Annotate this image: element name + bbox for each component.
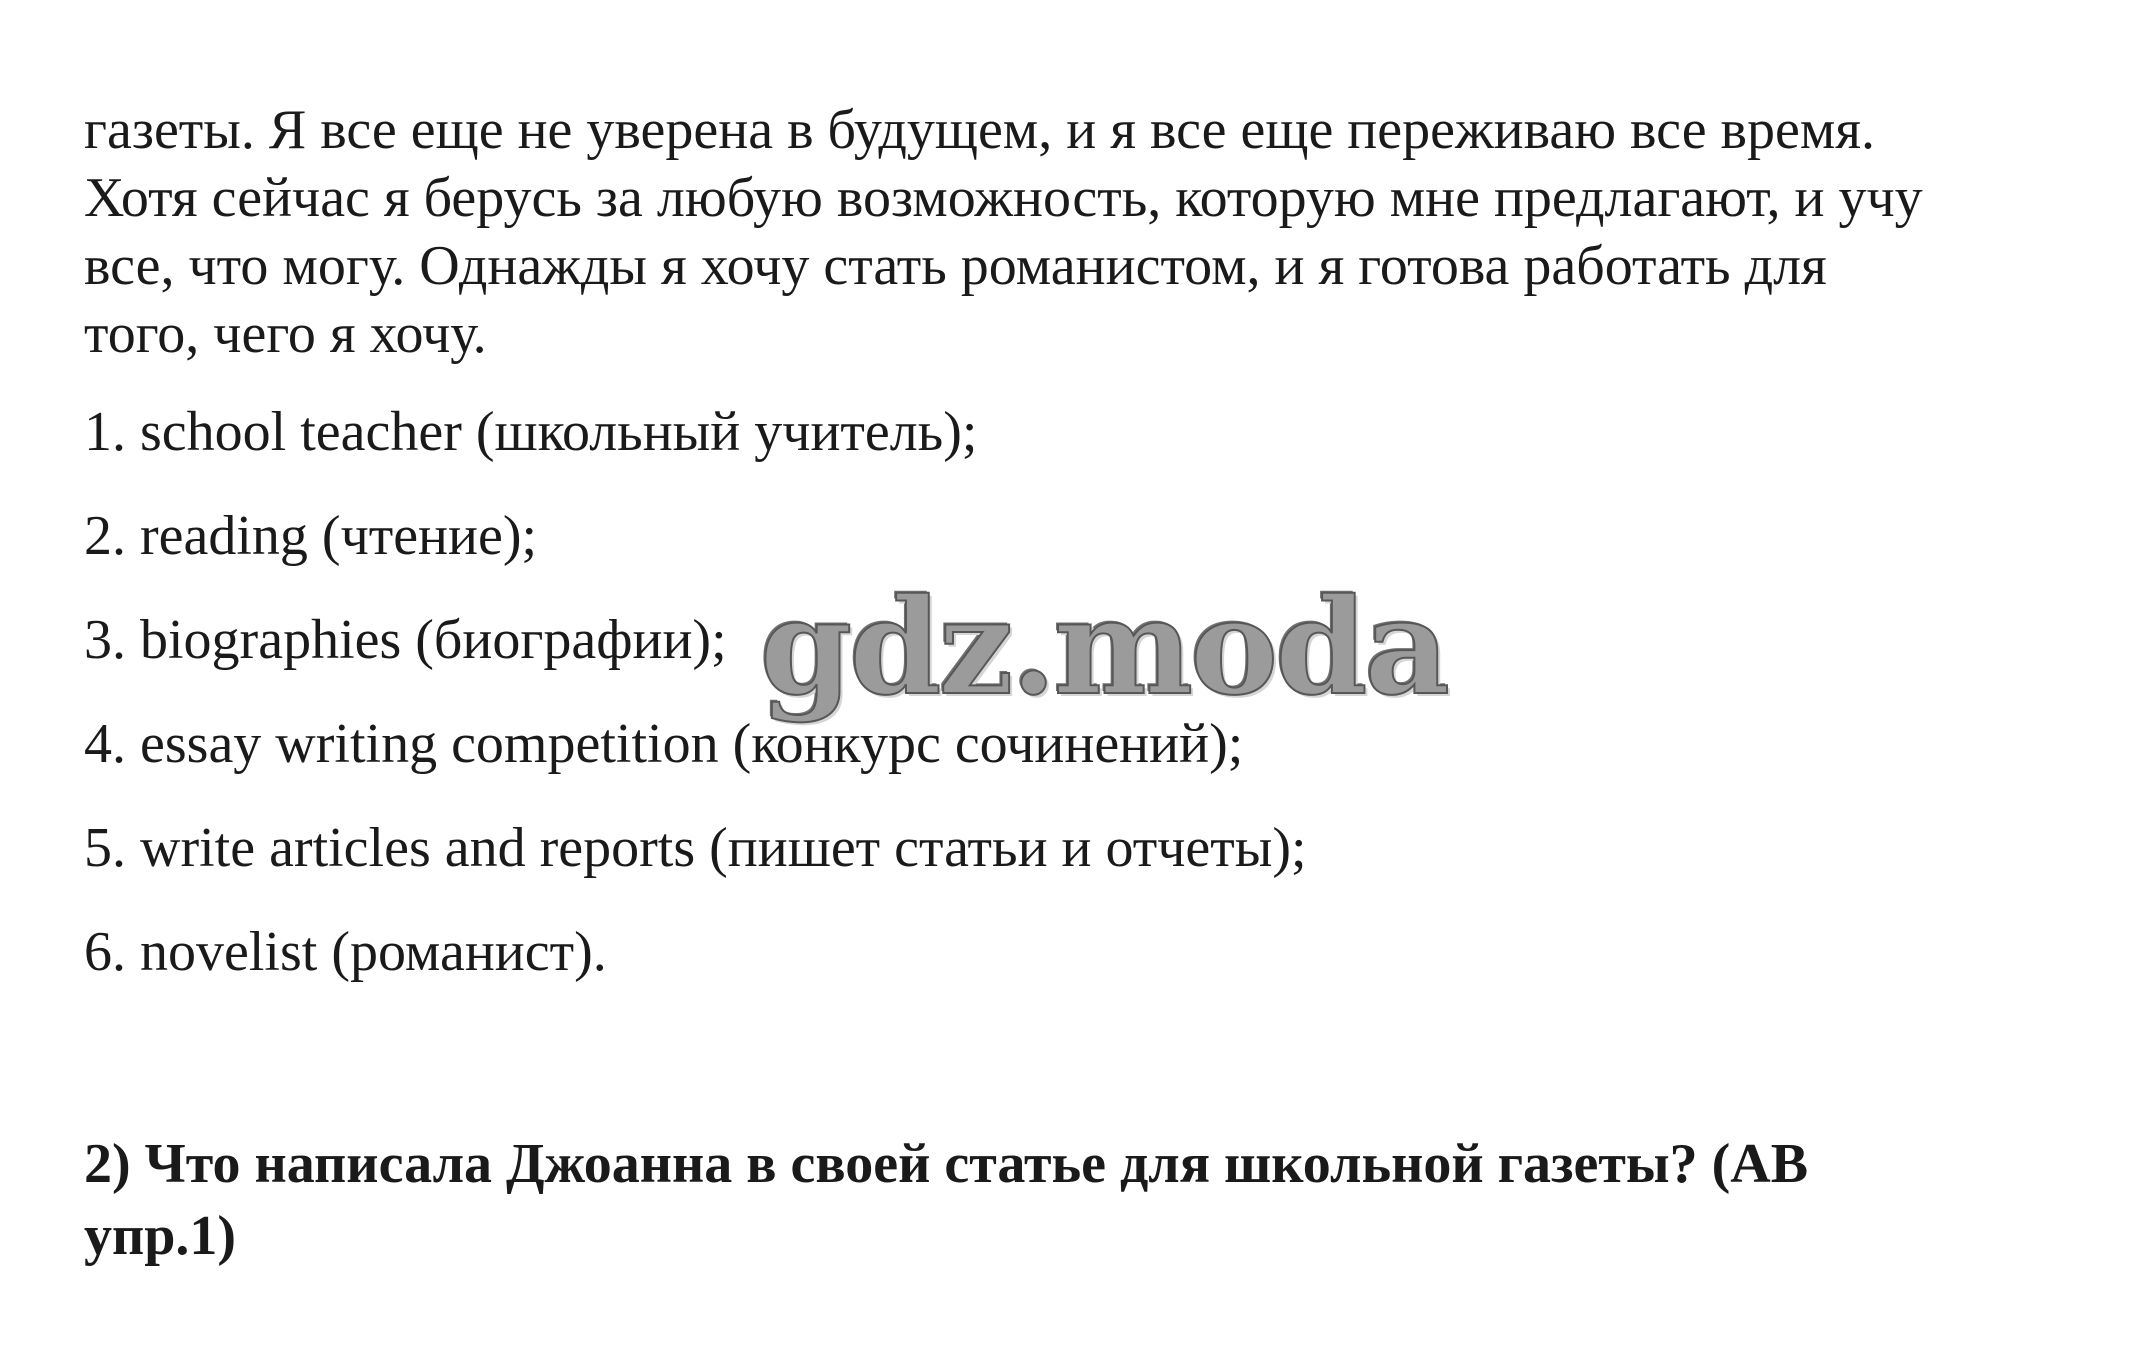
answer-item-6: 6. novelist (романист).	[84, 921, 607, 983]
answer-item-5: 5. write articles and reports (пишет статьи и отчеты);	[84, 817, 1307, 879]
body-paragraph	[84, 96, 2084, 368]
answer-item-3: 3. biographies (биографии);	[84, 609, 727, 671]
paragraph-line: Хотя сейчас я берусь за любую возможность, которую мне предлагают, и учу	[84, 167, 1923, 229]
answer-item-1: 1. school teacher (школьный учитель);	[84, 401, 978, 463]
watermark-logo: gdz.moda	[760, 570, 1448, 725]
paragraph-line: газеты. Я все еще не уверена в будущем, и я все еще переживаю все время.	[84, 99, 1876, 161]
answer-item-4: 4. essay writing competition (конкурс сочинений);	[84, 713, 1244, 775]
question-heading	[84, 1128, 2084, 1272]
paragraph-line: того, чего я хочу.	[84, 303, 487, 365]
question-line: упр.1)	[84, 1205, 237, 1267]
answer-item-2: 2. reading (чтение);	[84, 505, 538, 567]
paragraph-line: все, что могу. Однажды я хочу стать романистом, и я готова работать для	[84, 235, 1827, 297]
question-line: 2) Что написала Джоанна в своей статье для школьной газеты? (AB	[84, 1133, 1809, 1195]
